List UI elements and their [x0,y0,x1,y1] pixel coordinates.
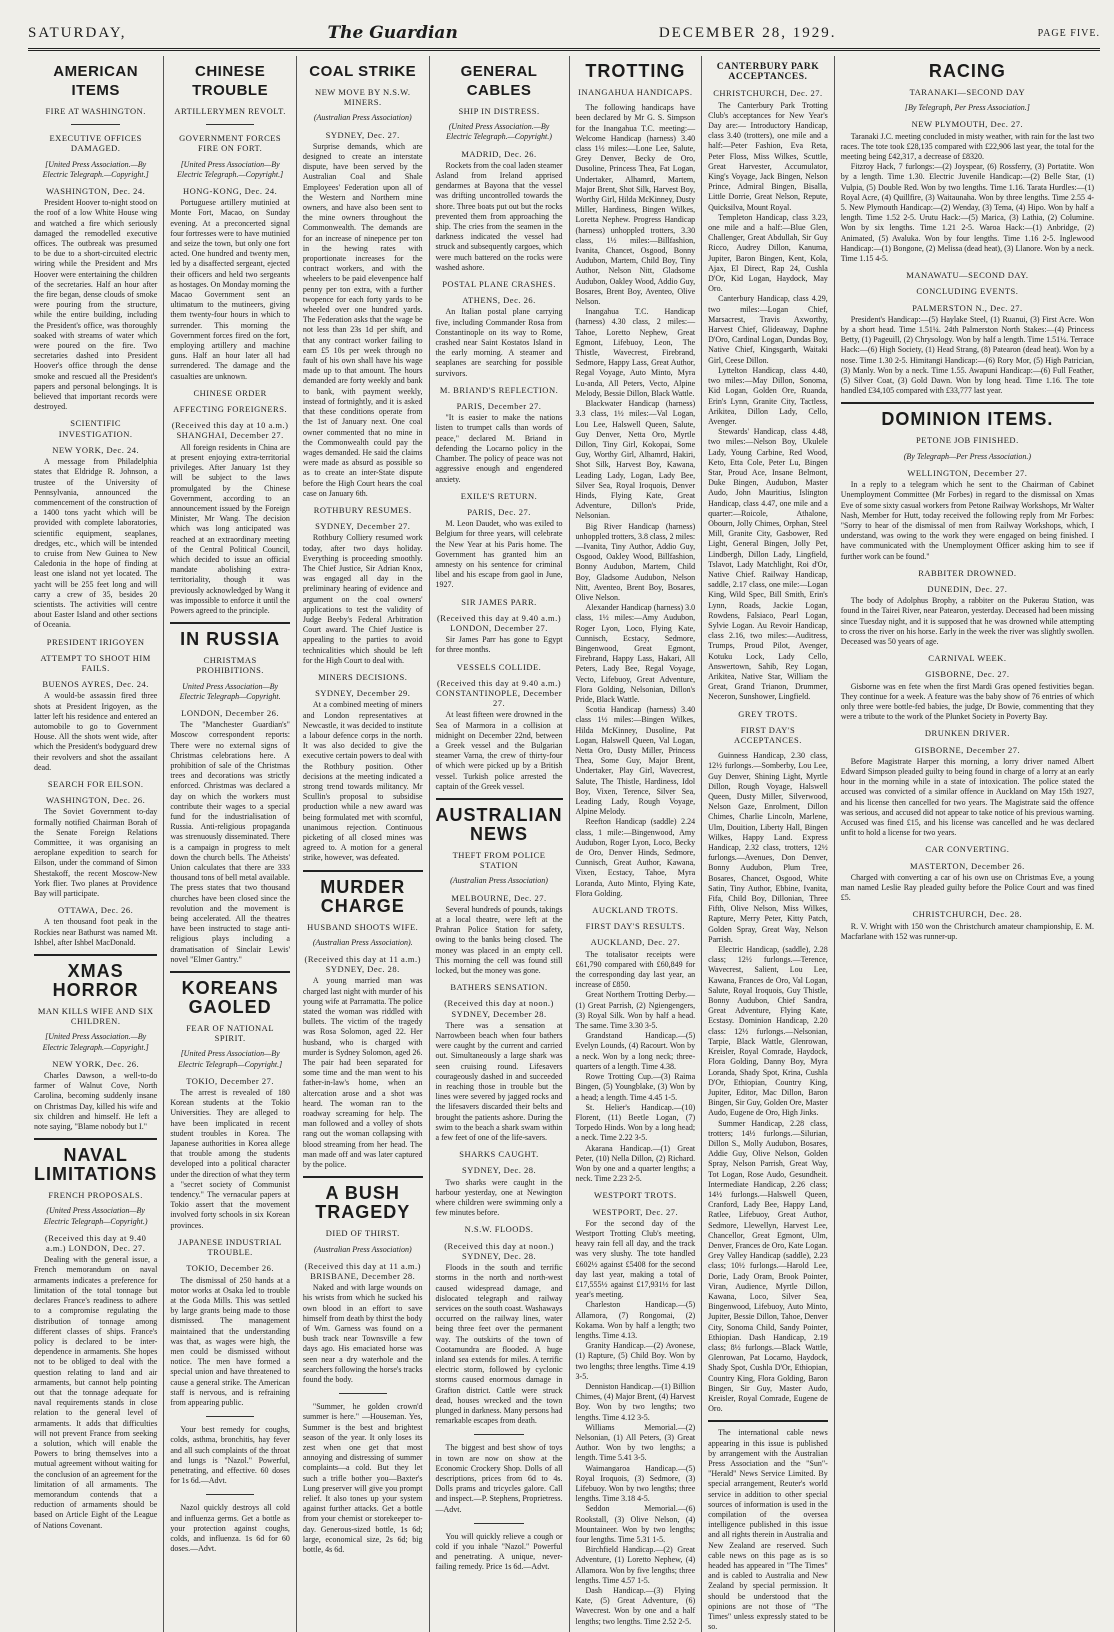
dateline: MELBOURNE, Dec. 27. [451,892,547,903]
dateline: WASHINGTON, Dec. 26. [45,795,146,806]
wire-credit: [United Press Association.—By Electric Telegraph.—Copyright.] [42,1032,149,1052]
article-body: All foreign residents in China are at present enjoying extra-territorial privileges. After January 1st they will be subject to the laws promulgated by the Chinese Government, according to an announcement issued by the Foreign Minister, Mr Wang. The decision which was long anticipated was reached at an extraordinary meeting of the Central Political Council, which decided to issue an official mandate abolishing extra-territoriality, though it was previously acknowledged by Wang it was impossible to enforce it until the Powers agreed to the principle. [170,442,290,615]
headline-bush-tragedy: A BUSH TRAGEDY [315,1183,411,1223]
dateline: TOKIO, December 27. [186,1075,274,1086]
masthead-date: DECEMBER 28, 1929. [658,24,837,41]
subhead: TARANAKI—SECOND DAY [909,87,1026,97]
subhead: RABBITER DROWNED. [918,567,1017,578]
race-result: Rowe Trotting Cup.—(3) Raima Bingen, (5) Youngblake, (3) Won by a head; a length. Time 4.45 1-5. [575,1072,696,1102]
subhead: FEAR OF NATIONAL SPIRIT. [186,1023,275,1044]
article-body: Blackwater Handicap (harness) 3.3 class, 1½ miles:—Val Logan, Lou Lee, Halswell Queen, Salute, Guy Denver, Netta Oro, Myrtle Dillon, Tiny Girl, Kokopai, Some Guy, Worthy Girl, Alhamrd, Hakiri, Shot Silk, Harvest Boy, Kawana, Leading Lady, Logan, Lady Bee, Silver Sea, Royal Iroquois, Denver Hinds, Flying Kate, Great Adventure, Dillon's Pride, Nelsonian. [575,399,696,521]
dateline: WASHINGTON, Dec. 24. [45,186,146,197]
race-results: Fitzroy Hack, 7 furlongs:—(2) Joyspear, (6) Rossferry, (3) Portatite. Won by a length. Time 1.30. Electric Juvenile Handicap:—(2) Belle Star, (1) Vulpia, (5) Double Red. Won by two lengths. Time 1.16. Tarata Hurdles:—(1) Royal Acre, (4) Quillfire, (3) Waitaunaha. Won by three lengths. Time 2.55 4-5. New Plymouth Handicap:—(2) Wenday, (3) Tema, (4) Hipo. Won by half a length. Time 1.52 2-5. Urutu Hack:—(5) Marica, (3) Lathia, (2) Columine. Won by six lengths. Time 1.21 2-5. Waroa Hack:—(1) Anbridge, (2) Animated, (5) Avaluka. Won by four lengths. Time 1.16 2-5. Inglewood Handicap:—(1) Bongone, (2) Melissa (dead heat), (3) Llanore. Won by a neck. Time 1.15 4-5. [840,162,1094,264]
race-result: Grandstand Handicap.—(5) Evelyn Lounds, (4) Racourt. Won by a neck. Won by a long neck; three-quarters of a length. Time 4.38. [575,1031,696,1071]
dateline: SYDNEY, December 29. [315,688,411,699]
subhead: BATHERS SENSATION. [450,982,548,993]
article-body: Reefton Handicap (saddle) 2.24 class, 1 mile:—Bingenwood, Amy Audubon, Roger Lyon, Loco, Becky de Oro, Denver Hinds, Sedmore, Cunnisch, Great Author, Kawana, Vixen, Ecstacy, Tahoe, Myra Loranda, Auto Minto, Flying Kate, Flora Golding. [575,817,696,898]
subhead: CAR CONVERTING. [925,844,1010,855]
dateline: GISBORNE, December 27. [914,744,1021,755]
subhead: M. BRIAND'S REFLECTION. [439,384,559,395]
subhead: MANAWATU—SECOND DAY. [906,270,1029,281]
article-body: Templeton Handicap, class 3.23, one mile and a half:—Blue Glen, Challenger, Great Abdullah, Sir Guy Ricco, Audrey Dillon, Kanuma, Jupiter, Baron Bingen, Kent, Kola, Ajax, El Direct, Rap 24, Cushla D'Or, Kid Logan, Haydock, May Oro. [708,212,828,294]
dateline: CHRISTCHURCH, Dec. 28. [912,909,1023,920]
wire-credit: (Australian Press Association) [450,876,548,886]
dateline: HONG-KONG, Dec. 24. [182,186,278,197]
divider [436,798,563,800]
article-body: A would-be assassin fired three shots at President Irigoyen, as the latter left his residence and entered an automobile to go to Government House. All the shots went wide, after which the President's bodyguard drew their revolvers and shot the assailant dead. [34,691,158,772]
subhead: CHRISTMAS PROHIBITIONS. [196,655,264,676]
article-body: Rothbury Colliery resumed work today, after two days holiday. Everything is proceeding smoothly. The Chief Justice, Sir Adrian Knox, was engaged all day in the preliminary hearing of evidence and argument on the coal owners' applications to test the validity of Judge Beeby's Federal Arbitration Court award. The Chief Justice is appealing to the parties to avoid technicalities which should be left for the High Court to deal with. [302,533,423,665]
divider [34,954,157,956]
masthead-paper-title: The Guardian [327,23,458,43]
article-body: There was a sensation at Narrowbeen beach when four bathers were caught by the current and carried out. Simultaneously a large shark was seen cruising round. Lifesavers courageously dashed in and succeeded in reaching those in trouble but the lines were severed by jagged rocks and the lifesavers discarded their belts and brought the patients ashore. During the swim to the beach a shark swam within a few feet of one of the life-savers. [435,1020,563,1143]
headline-american-items: AMERICAN ITEMS [53,63,139,99]
advertisement: Your best remedy for coughs, colds, asthma, bronchitis, hay fever and all such complaints of the throat and lungs is "Nazol." Powerful, penetrating, and effective. 60 doses for 1s 6d.—Advt. [170,1425,290,1486]
article-body: The arrest is revealed of 180 Korean students at the Tokio Universities. They are alleged to have been implicated in recent student troubles in Korea. The Japanese authorities in Korea allege that trouble among the students developed into a political character under the direction of what they term a "secret society of Communist tendency." The vernacular papers at Tokio assert that the movement involved forty schools in six Korean provinces. [170,1088,290,1230]
race-result: Dash Handicap.—(3) Flying Kate, (5) Great Adventure, (6) Wavecrest. Won by one and a half lengths; two lengths. Time 2.52 2-5. [575,1586,696,1626]
dateline: PARIS, December 27. [456,401,542,412]
subhead: SEARCH FOR EILSON. [47,778,144,789]
subhead: MAN KILLS WIFE AND SIX CHILDREN. [37,1006,154,1027]
wire-credit: [United Press Association—By Electric Telegraph—Copyright.] [178,1049,283,1069]
dateline: (Received this day at 9.40 a.m.) LONDON, December 27. [436,612,562,633]
headline-koreans-gaoled: KOREANS GAOLED [181,978,279,1018]
dateline: GISBORNE, Dec. 27. [925,669,1010,680]
wire-credit: (United Press Association.—By Electric Telegraph.—Copyright.) [446,122,552,142]
subhead: CARNIVAL WEEK. [928,653,1007,664]
subhead: JAPANESE INDUSTRIAL TROUBLE. [178,1236,282,1258]
wire-credit: (By Telegraph—Per Press Association.) [903,451,1031,461]
dateline: BUENOS AYRES, Dec. 24. [42,679,149,690]
column-chinese-trouble [164,56,297,1632]
headline-coal-strike: COAL STRIKE [309,63,417,80]
subhead: FIRST DAY'S RESULTS. [585,921,685,932]
article-body: Electric Handicap, (saddle), 2.28 class; 12½ furlongs.—Terence, Wavecrest, Salient, Lou Lee, Kawana, Frances de Oro, Val Logan, Salute, Royal Iroquois, Guy Thistle, Bonny Audubon, Chief Sandra, Great Adventure, Flying Kate, Ecstasy. Dominion Handicap, 2.20 class: 12½ furlongs.—Nelsonian, Tarpie, Black Wattle, Glenrowan, Kreisler, Royal Comrade, Haydock, Flora Golding, Danny Boy, Myra Loranda, Shady Spot, Krina, Cushla D'Or, Ethiopian, Country King, Jupiter, Editor, Mac Dillon, Baron Bingen, Sir Guy, Golden Ore, Master Audo, Eugene de Oro, High Jinks. [708,945,828,1118]
advertisement: You will quickly relieve a cough or cold if you inhale "Nazol." Powerful and penetrating. A unique, never-failing remedy. Price 1s 6d.—Advt. [435,1531,563,1572]
headline-australian-news: AUSTRALIAN NEWS [435,804,563,844]
article-body: Scotia Handicap (harness) 3.40 class 1½ miles:—Bingen Wilkes, Hilda McKinney, Dusoline, Pat Logan, Halswell Queen, Val Logan, Netta Oro, Dusty Miller, Princess Thea, Some Guy, Major Brent, Undertaker, Play Girl, Wavecrest, Salute, The Thistle, Hardiness, Idol Boy, Vixen, Terence, Silver Sea, Leading Lady, Rough Voyage, Alpine Melody. [575,705,696,817]
article-body: Alexander Handicap (harness) 3.0 class, 1½ miles:—Amy Audubon, Roger Lyon, Loco, Flying Kate, Cunnisch, Ecstacy, Sedmore, Bingenwood, Great Egmont, Firebrand, Happy Lass, Hakari, All Peters, Lady Bee, Regal Voyage, Vecto, Lifebuoy, Great Adventure, Flora Golding, Nelsonian, Dillon's Pride, Black Wattle. [575,603,696,704]
advertisement: Nazol quickly destroys all cold and influenza germs. Get a bottle as your protection against coughs, colds, and influenza. 1s 6d for 60 doses.—Advt. [170,1503,290,1554]
headline-racing: RACING [928,61,1006,81]
subhead: SIR JAMES PARR. [461,596,537,607]
divider [34,1138,157,1140]
divider [708,1420,828,1422]
subhead: POSTAL PLANE CRASHES. [442,279,556,290]
divider [474,1523,525,1524]
headline-murder-charge: MURDER CHARGE [320,876,406,916]
dateline: AUCKLAND, Dec. 27. [590,937,681,948]
article-body: Inangahua T.C. Handicap (harness) 4.30 class, 2 miles:—Tahoe, Loretto Nephew, Great Egmont, Lifebuoy, Leon, The Thistle, Wavecrest, Firebrand, Sedmore, Happy Lass, Great Author, Regal Voyage, Auto Minto, Myra Lu-anda, All Peters, Vecto, Alpine Melody, Bessie Dillon, Black Wattle. [575,307,696,398]
headline-in-russia: IN RUSSIA [180,629,281,650]
subhead: ATTEMPT TO SHOOT HIM FAILS. [40,652,151,673]
dateline: WESTPORT, Dec. 27. [592,1206,679,1217]
article-body: Portuguese artillery mutinied at Monte Fort, Macao, on Sunday evening. At a preconcerted signal four fortresses were to have mutinied and seize the town, but only one fort acted. One hundred and twenty men, led by a disaffected sergeant, ejected their officers and held two sergeants as hostages. On Monday morning the Macao Government sent an ultimatum to the mutineers, giving them twenty-four hours in which to surrender. This morning the Government forces fired on the fort, employing artillery and machine guns. Half an hour later all had surrendered. The damage and the casualties are unknown. [170,198,290,381]
divider [206,124,254,125]
wire-credit: [By Telegraph, Per Press Association.] [904,103,1030,113]
article-body: Charged with converting a car of his own use on Christmas Eve, a young man named Leslie Ray pleaded guilty before the Police Court and was fined £5. [840,872,1094,903]
subhead: EXECUTIVE OFFICES DAMAGED. [49,133,142,154]
wire-credit: (United Press Association—By Electric Telegraph—Copyright.) [43,1206,148,1226]
article-body: Floods in the south and terrific storms in the north and north-west caused widespread damage, and dislocated telegraph and railway services on the south coast. Washaways occurred on the railway lines, water being three feet over the permanent way. The outskirts of the town of Cootamundra are flooded. A huge inland sea extends for miles. A terrific electric storm, followed by cyclonic storms caused enormous damage in Grafton district. Cattle were struck dead, houses wrecked and the town plunged in darkness. Many persons had remarkable escapes from death. [435,1263,563,1426]
dateline: MASTERTON, December 26. [910,860,1025,871]
dateline: NEW PLYMOUTH, Dec. 27. [911,119,1024,130]
article-body: A ten thousand foot peak in the Rockies near Bathurst was named Mt. Ishbel, after Ishbel MacDonald. [34,917,158,947]
subhead: FIRE AT WASHINGTON. [45,106,146,116]
subhead: SHARKS CAUGHT. [459,1149,539,1160]
article-body: Rockets from the coal laden steamer Asland from Ireland apprised gendarmes at Bayona that the vessel was drifting uncontrolled towards the shore. Three boats put out but the rocks prevented them from approaching the ship. The cries from the seamen in the darkness indicated the vessel had struck and subsequently cargoes, which were much battered on the rocks were washed ashore. [435,160,563,272]
column-canterbury-park [702,56,835,1632]
divider [303,1176,423,1178]
subhead: CONCLUDING EVENTS. [916,286,1019,297]
dateline: (Received this day at 10 a.m.) SHANGHAI, December 27. [171,420,289,441]
dateline: SYDNEY, December 27. [315,521,411,532]
dateline: CHRISTCHURCH, Dec. 27. [713,88,823,99]
article-body: Big River Handicap (harness) unhoppled trotters, 3.8 class, 2 miles:—Ivanita, Tiny Author, Addio Guy, Osgood, Oakley Wood, Billfashion, Bonny Audubon, Martem, Child Boy, Gladsome Audubon, Nelson Nitt, Aventeo, Brent Boy, Bosares, Olive Nelson. [575,521,696,602]
headline-naval-limitations: NAVAL LIMITATIONS [34,1145,158,1185]
article-body: The Soviet Government to-day formally notified Chairman Borah of the Senate Foreign Relations Committee, it was organising an aeroplane expedition to search for Eilson, under the command of Simon Shestakoff, the recent Moscow-New York flier. Two planes at Providence Bay will participate. [34,807,158,899]
dateline: OTTAWA, Dec. 26. [57,905,134,916]
dateline: LONDON, December 26. [181,707,280,718]
dateline: TOKIO, December 26. [186,1263,274,1274]
subhead: CHINESE ORDER [193,387,267,398]
race-result: Seddon Memorial.—(6) Rookstall, (3) Olive Nelson, (4) Mountaineer. Won by two lengths; four lengths. Time 5.31 1-5. [575,1504,696,1545]
newspaper-columns [28,56,1100,1632]
race-result: Denniston Handicap.—(1) Billion Chimes, (4) Major Brent, (4) Harvest Boy. Won by two lengths; two lengths. Time 4.12 3-5. [575,1381,696,1422]
masthead-rule [28,48,1100,51]
dateline: MADRID, Dec. 26. [461,148,537,159]
article-body: The dismissal of 250 hands at a motor works at Osaka led to trouble at the Goda Mills. This was settled by large grants being made to those dismissed. The management maintained that the understanding was that, as wages were high, the men could be dismissed without notice. The men have formed a special union and have threatened to cause a general strike. The American staff is nervous, and is refraining from appearing public. [170,1275,290,1407]
race-result: Akarana Handicap.—(1) Great Peter, (10) Nella Dillon, (2) Richard. Won by one and a quarter lengths; a neck. Time 2.23 2-5. [575,1143,696,1184]
subhead: THEFT FROM POLICE STATION [452,849,546,871]
article-body: Guinness Handicap, 2.30 class, 12½ furlongs.—Somberby, Lou Lee, Guy Denver, Shining Light, Myrtle Dillon, Rough Voyage, Halswell Queen, Dusty Miller, Silverwood, Nelson Gaze, Enrolment, Dillon Chimes, Charlie Lincoln, Marlene, Ulm, Douition, Liberty Hall, Bingen Wilkes, Happy Land. Express Handicap, 2.32 class, trotters, 12½ furlongs.—Avenues, Don Denver, Bonny Audubon, Plum Tree, Bosares, Chancet, Osgood, White Satin, Tiny Author, Ebbine, Ivanita, Fifa, Child Boy, Dillonian, Three Fifth, Olive Nelson, Miss Wilkes, Rapture, Merry Peter, Kitty Patch, Golden Spray, Great Way, Nelson Parrish. [708,751,828,944]
race-result: Great Northern Trotting Derby.—(1) Great Parrish, (2) Ngiengengers, (3) Royal Silk. Won by half a head. The same. Time 3.30 3-5. [575,990,696,1031]
subhead: AUCKLAND TROTS. [592,905,679,916]
advertisement: The biggest and best show of toys in town are now on show at the Economic Crockery Shop. Dolls of all descriptions, prices from 6d to 4s. Dolls prams and tricycles galore. Call and inspect.—P. Stephens, Proprietress.—Advt. [435,1443,563,1514]
article-body: At least fifteen were drowned in the Sea of Marmora in a collision at midnight on December 22nd, between a Greek vessel and the Bulgarian steamer Varna, the crew of thirty-four of which were picked up by a British vessel. Turkish police arrested the captain of the Greek vessel. [435,710,563,791]
race-result: Birchfield Handicap.—(2) Great Adventure, (1) Loretto Nephew, (4) Allamora. Won by five lengths; three lengths. Time 4.57 1-5. [575,1545,696,1585]
article-body: The totalisator receipts were £61,790 compared with £60,849 for the corresponding day last year, an increase of £850. [575,949,696,990]
race-result: Williams Memorial.—(2) Nelsonian, (1) All Peters, (3) Great Author. Won by two lengths; a length. Time 5.41 3-5. [575,1422,696,1463]
article-body: Two sharks were caught in the harbour yesterday, one at Newington where children were swimming only a few minutes before. [435,1177,563,1218]
divider [841,402,1094,404]
article-body: President Hoover to-night stood on the roof of a low White House wing and watched a fire which seriously damaged the remodelled executive offices. The outbreak was presumed to be due to a short-circuited electric wiring while the President and Mrs Hoover were entertaining the children of the secretaries. Half an hour after the fire began, dense clouds of smoke were pouring from the structure, while the entire building, including the President's office, was thoroughly soaked with streams of water which were poured on the fire. Two secretaries dashed into President Hoover's office through the dense smoke and rescued all the President's papers and personal belongings. It is believed that important records were destroyed. [34,198,158,412]
article-body: Gisborne was en fete when the first Mardi Gras opened festivities began. They continue for a week. A feature was the baby show of 76 entries of which only three were bottle-fed babies, the judge, Dr Bowie, commenting that they were a tribute to the work of the Plunket Society in Poverty Bay. [840,681,1094,722]
article-body: Summer Handicap, 2.28 class, trotters; 14½ furlongs.—Silurian, Dillon S., Molly Audubon, Bosares, Addie Guy, Olive Nelson, Golden Spray, Nelson Parrish, Great Way, Tot Logan, Rose Audo, Gesundheit. Intermediate Handicap, 2.26 class; 14½ furlongs.—Halswell Queen, Cranford, Lady Bee, Happy Land, Ratlee, Lifebuoy, Great Author, Sedmore, Llewellyn, Harvest Lee, Chancellor, Great Egmont, Ulm, Denver, Frances de Oro, Kate Logan. Grey Valley Handicap (saddle), 2.23 class; 10½ furlongs.—Harold Lee, Dorie, Lady Oram, Brook Pointer, Viran, Audience, Myrtle Dillon, Kawana, Loco, Silver Sea, Bingenwood, Lifebuoy, Auto Minto, Jupiter, Bessie Dillon, Tahoe, Denver City, Sonoma Child, Sandy Pointer, Ethiopian. Dash Handicap, 2.19 class; 8½ furlongs.—Black Wattle, Glenrowan, Pat Locarno, Haydock, Shady Spot, Cushla D'Or, Ethiopian, Country King, Flora Golding, Baron Bingen, Sir Guy, Master Audo, Kreisler, Royal Comrade, Eugene de Oro. [708,1118,828,1414]
divider [170,971,290,973]
article-body: Before Magistrate Harper this morning, a lorry driver named Albert Edward Simpson pleaded guilty to being found in charge of a lorry at an early hour in the morning while in a state of intoxication. The police stated the accused was convicted of a similar offence in Auckland on May 15th 1927, and his license then cancelled for two years. The Magistrate said the offence was serious, and accused did not appear to take notice of his previous warning. Accused was fined £15, and his license was cancelled and he was declared unfit to hold a license for two years. [840,756,1094,838]
article-body: At a combined meeting of miners and London representatives at Newcastle, it was decided to institute a labour defence corps in the north. It was also decided to give the executive certain powers to deal with the Rothbury position. Other decisions at the meeting indicated a strong trend towards militancy. Mr Scullin's proposal to subsidise production while a new award was being formulated met with scornful, unanimous rejection. Continuous picketing of all closed mines was agreed to. A motion for a general strike, however, was defeated. [302,700,423,863]
article-body: Surprise demands, which are designed to create an interstate dispute, have been served by the Australian Coal and Shale Employees' Federation upon all of the Western and Northern mine owners, and have also been sent to the mine owners throughout the Commonwealth. The demands are for an increase of ninepence per ton in the hewing rates with proportionate increases for the contract workers, and with the wheelers to be paid elevenpence half penny per ton extra, with a further twopence for each forty yards to be wheeled over one hundred yards. The Federation asks that the wage be not less than 23s 1d per shift, and that any contract worker failing to earn £5 10s per week through no fault of his own shall have his wage made up to that amount. The hours demanded are forty weekly and bank to bank, with payment weekly, instead of fortnightly, and it is asked that these conditions operate from the 1st of January next. One coal owner commented that no mine in the Commonwealth could pay the wages demanded. He said the claims were made as absurd as possible so as to create an inter-State dispute before the High Court hears the coal case on January 6th. [302,141,423,498]
masthead-page-number: PAGE FIVE. [1037,27,1100,39]
wire-credit: [United Press Association.—By Electric Telegraph.—Copyright.] [42,159,149,179]
article-body: The Canterbury Park Trotting Club's acceptances for New Year's Day are:— Introductory Handicap, class 3.40 (trotters), one mile and a half:—Peter Fashion, Eva Reta, Peter Floss, Miss Wilkes, Scuttle, Great Harvester, Accumulator, King's Voyage, Jack Bingen, Nelson Prince, Admiral Bingen, Bisalla, Little Dorrie, Great Nelson, Repute, Quicksilva, Mount Royal. [708,100,828,212]
column-american-items [28,56,164,1632]
article-body: The body of Adolphus Brophy, a rabbiter on the Pukerau Station, was found in the Tairei River, near Patearon, yesterday. Deceased had been missing since Tuesday night, and it is supposed that he was drowned while attempting to cross the river on his horse. Early in the week the river was slightly swollen. Deceased was 50 years of age. [840,596,1094,646]
article-body: A message from Philadelphia states that Eldridge R. Johnson, a trustee of the University of Pennsylvania, announced the commencement of the construction of a 1400 tons yacht which will be provided with complete laboratories, scientific equipment, seaplanes, dredges, etc., which will be intended to cruise from New Guinea to New Caledonia in the hope of finding at least one island not yet located. The yacht will be 255 feet long and will carry a crew of 35, besides 20 scientists. The activities will centre about Easter Island and other sections of Oceania. [34,457,158,630]
subhead: VESSELS COLLIDE. [456,661,542,672]
masthead-day: SATURDAY, [28,24,127,41]
subhead: ROTHBURY RESUMES. [313,504,412,515]
subhead: AFFECTING FOREIGNERS. [173,404,288,415]
wire-credit: (Australian Press Association) [313,1244,412,1254]
subhead: FIRST DAY'S ACCEPTANCES. [734,724,802,745]
article-body: Taranaki J.C. meeting concluded in misty weather, with rain for the last two races. The tote took £28,135 compared with £22,906 last year, the total for the meeting being £42,317, a decrease of £8320. [840,131,1094,162]
subhead: SCIENTIFIC INVESTIGATION. [58,418,133,439]
subhead: PETONE JOB FINISHED. [916,435,1019,446]
wire-credit: United Press Association—By Electric Telegraph—Copyright. [179,681,281,701]
subhead: DIED OF THIRST. [325,1228,400,1239]
subhead: GREY TROTS. [738,708,798,719]
article-body: The "Manchester Guardian's" Moscow correspondent reports: There were no external signs of Christmas celebrations here. A prohibition of sale of the Christmas trees and decorations was strictly enforced. Christmas was declared a day on which the workers must contribute their wages to a special fund for the industrialisation of Russia. Anti-religious propaganda was strenuously disseminated. There is a campaign in progress to melt down the church bells. The Atheists' Union calculates that there are 333 thousand tons of bell metal available. The press states that two thousand churches have been closed since the revolution and the movement is being accelerated. All the theatres have been instructed to stage anti-religious plays including a dramatisation of Sinclair Lewis' novel "Elmer Gantry." [170,720,290,964]
article-body: Stewards' Handicap, class 4.48, two miles:—Nelson Boy, Ukulele Lady, Young Carbine, Red Wood, Keto, Etta Cole, Peter Lu, Bingen Star, Proud Ace, Insane Belmont, Duke Bingen, Audubon, Master Audo, John Mauritius, Islington Handicap, class 4.47, one mile and a quarter:—Roicole, Athalone, Obourn, Jolly Chimes, Orphan, Steel Mill, Granite City, Gasbower, Red Light, General Bingen, Jolly Pet, Lindbergh, Dillon Lady, Lingfield, Tslavot, Lady Matchlight, Roi d'Or, Native Chief. Railway Handicap, saddle, 2.17 class, one mile:—Logan King, Wild Spec, Bill Smith, Erin's Lynn, Roads, Jackie Logan, Rowdens, Falsiaco, Pearl Logan, Sylvie Logan. Au Revoir Handicap, class 2.16, two miles:—Auditress, Trumps, Proud Pilot, Avenger, Kotuku Lock, Lady Cello, Answertown, Sahib, Rey Logan, Arikitea, Native Star, William the Great, Grand Trianon, Drummer, Neceron, Sunshower, Lingfield. [708,427,828,702]
wire-credit: (Australian Press Association). [312,937,413,947]
article-body: For the second day of the Westport Trotting Club's meeting, heavy rain fell all day, and the track was very slushy. The tote handled £602½ against £5408 for the second day last year, making a total of £17,555½ against £17,931½ for last year's meeting. [575,1218,696,1300]
article-body: Sir James Parr has gone to Egypt for three months. [435,635,563,655]
headline-xmas-horror: XMAS HORROR [52,961,139,1001]
divider [303,870,423,872]
article-body: Several hundreds of pounds, takings at a local theatre, were left at the Prahran Police Station for safety, owing to the banks being closed. The money was placed in an empty cell. This morning the cell was found still locked, but the money was gone. [435,904,563,976]
dateline: (Received this day at 11 a.m.) BRISBANE, December 28. [304,1260,421,1281]
subhead: DRUNKEN DRIVER. [924,728,1010,739]
subhead: WESTPORT TROTS. [593,1190,677,1201]
article-body: The following handicaps have been declared by Mr G. S. Simpson for the Inangahua T.C. meeting:— Welcome Handicap (harness) 3.40 class 1½ miles:—Lone Lee, Salute, Grey Denver, Becky de Oro, Dusoline, Princess Thea, Fat Logan, Undertaker, Alhamrd, Martem, Major Brent, Shot Silk, Harvest Boy, Worthy Girl, Hilda McKinney, Dusty Miller, Hardiness, Bingen Wilkes, Loretta Nephew. Progress Handicap (harness) unhoppled trotters, 3.30 class, 1½ miles:—Billfashion, Ivanita, Chancet, Osgood, Bonny Audubon, Martem, Child Boy, Tiny Author, Nelson Nitt, Gladsome Audubon, Oakley Wood, Addio Guy, Bosares, Brent Boy, Aventeo, Olive Nelson. [575,103,696,307]
dateline: PARIS, Dec. 27. [467,506,531,517]
dateline: SYDNEY, Dec. 27. [325,129,400,140]
headline-canterbury-park: CANTERBURY PARK ACCEPTANCES. [716,62,820,83]
subhead: N.S.W. FLOODS. [464,1224,534,1235]
subhead: MINERS DECISIONS. [318,671,408,682]
article-body: Naked and with large wounds on his wrists from which he sucked his own blood in an effort to save himself from death by thirst the body of Wm. Garness was found on a bush track near Townsville a few days ago. His emaciated horse was seen near a dry waterhole and the searchers following the horse's tracks found the body. [302,1283,423,1384]
subhead: GOVERNMENT FORCES FIRE ON FORT. [179,133,282,154]
divider [71,124,120,125]
article-body: Canterbury Handicap, class 4.29, two miles:—Logan Chief, Marsacrest, Travis Axworthy, Harvest Chief, Glideaway, Daphne D'Oro, Cardinal Logan, Dundas Boy, Native Chief, Kingsgarth, Waitaki Girl, Ceese Dillon. [708,294,828,365]
dateline: (Received this day at noon.) SYDNEY, December 28. [444,998,554,1019]
article-body: An Italian postal plane carrying five, including Commander Rosa from Constantinople on its way to Rome, crashed near Saint Kostatos Island in the early morning. A steamer and seaplanes are searching for possible survivors. [435,307,563,378]
column-racing-dominion [835,56,1100,1632]
article-body: M. Leon Daudet, who was exiled to Belgium for three years, will celebrate the New Year at his Paris home. The Government has granted him an amnesty on his sentence for criminal libel and his escape from gaol in June, 1927. [435,519,563,590]
divider [206,1416,254,1417]
dateline: NEW YORK, Dec. 24. [52,444,140,455]
race-results: President's Handicap:—(5) Haylake Steel, (1) Ruanui, (3) First Acre. Won by a short head. Time 1.51¼. 24th Palmerston North Stakes:—(4) Princess Betty, (1) Pageuill, (2) Chrysology. Won by half a length. Time 1.51¼. Terrace Hack:—(6) High Society, (1) Head Strang, (8) Patearon (dead heat). Won by a nose. Time 1.30 2-5. Himitangi Handicap:—(6) Rory Mor, (5) High Patrician, (3) Manly. Won by a neck. Time 1.55. Awapuni Handicap:—(6) Full Feather, (5) Silver Coat, (3) Gold Dawn. Won by long head. Time 1.16. The tote handled £34,105 compared with £33,777 last year. [840,314,1094,396]
advertisement: "Summer, he golden crown'd summer is here." —Houseman. Yes, Summer is the best and brightest season of the year. It only loses its zest when one get that most annoying and distressing of summer complaints—a cold. But they let such a trifle bother you—Baxter's Lung preserver will give you prompt relief. It also tones up your system against further attacks. Get a bottle from your chemist or storekeeper to-day. Generous-sized bottle, 1s 6d; large, economical size, 2s 6d; big bottle, 4s 6d. [302,1402,423,1554]
divider [206,1494,254,1495]
column-general-cables [430,56,570,1632]
divider [474,1434,525,1435]
race-result: Granity Handicap.—(2) Avonese, (1) Rapture, (5) Child Boy. Won by two lengths; three lengths. Time 4.19 3-5. [575,1341,696,1381]
race-result: St. Helier's Handicap.—(10) Florent, (11) Beetle Logan, (7) Torpedo Hinds. Won by a long head; a neck. Time 2.22 3-5. [575,1102,696,1143]
dateline: (Received this day at noon.) SYDNEY, Dec. 28. [444,1240,554,1261]
dateline: (Received this day at 9.40 a.m.) CONSTANTINOPLE, December 27. [436,677,563,709]
race-result: Charleston Handicap.—(5) Allamora, (7) Rongomai, (2) Kokama. Won by half a length; two lengths. Time 4.13. [575,1300,696,1340]
subhead: PRESIDENT IRIGOYEN [46,636,145,647]
subhead: ARTILLERYMEN REVOLT. [174,106,286,116]
race-result: Waimangaroa Handicap.—(5) Royal Iroquois, (3) Sedmore, (3) Lifebuoy. Won by two lengths; three lengths. Time 3.18 4-5. [575,1463,696,1504]
dateline: SYDNEY, Dec. 28. [461,1165,537,1176]
subhead: FRENCH PROPOSALS. [48,1190,143,1201]
column-coal-strike [297,56,430,1632]
headline-general-cables: GENERAL CABLES [460,63,538,99]
dateline: DUNEDIN, Dec. 27. [927,583,1008,594]
divider [170,622,290,624]
article-body: Charles Dawson, a well-to-do farmer of Walnut Cove, North Carolina, becoming suddenly insane on Christmas Day, killed his wife and six children and himself. He left a note saying, "Blame nobody but I." [34,1071,158,1132]
headline-chinese-trouble: CHINESE TROUBLE [192,63,269,99]
dateline: PALMERSTON N., Dec. 27. [912,302,1023,313]
subhead: NEW MOVE BY N.S.W. MINERS. [314,87,411,108]
dateline: (Received this day at 9.40 a.m.) LONDON, Dec. 27. [44,1232,147,1254]
dateline: WELLINGTON, December 27. [907,467,1028,478]
cable-news-notice: The international cable news appearing in this issue is published by arrangement with the Australian Press Association and the "Sun"-"Herald" News Service Limited. By special arrangement, Reuter's world service in addition to other special sources of information is used in the compilation of the oversea intelligence published in this issue and all rights therein in Australia and New Zealand are reserved. Such cable news on this page as is so headed has appeared in "The Times" and is cabled to Australia and New Zealand by special permission. It should be understood that the opinions are not those of "The Times" unless expressly stated to be so. [708,1428,828,1632]
dateline: ATHENS, Dec. 26. [462,295,536,306]
article-body: In a reply to a telegram which he sent to the Chairman of Cabinet Unemployment Committee (Mr Forbes) in regard to the dismissal on Xmas Eve of some sixty casual workers from Petone Railway Workshops, Mr Walter Nash, Member for Hutt, today received the following reply from Mr Forbes: "Sorry to hear of the dismissal of men from Railway Workshops, which, I understand, was owing to the work they were engaged on being finished. I have communicated with the Unemployment Officer asking him to see if further work can be found." [840,480,1094,561]
dateline: NEW YORK, Dec. 26. [52,1058,140,1069]
column-trotting [570,56,703,1632]
wire-credit: [United Press Association—By Electric Telegraph.—Copyright.] [177,159,284,179]
subhead: INANGAHUA HANDICAPS. [578,87,693,97]
divider [339,1393,387,1394]
subhead: SHIP IN DISTRESS. [458,106,540,116]
article-body: Dealing with the general issue, a French memorandum on naval armaments indicates a preference for limitation of the total tonnage but declares France's readiness to adhere to a compromise regulating the distribution of tonnage among different classes of ships. France's policy is declared to be inter-dependence in armaments. She hopes not to be obliged to deal with the question relating to land and air armaments, but cannot help pointing out that the tonnage adequate for naval requirements stands in close relation to the general level of armaments. It adds that difficulties will not prevent France from seeking a solution, which will enable the Powers to bring themselves into a mutual agreement without waiting for the conclusion of an agreement for the limitation of all armaments. The memorandum contends that a reduction of armaments should be based on Article Eight of the League of Nations Covenant. [34,1255,158,1530]
headline-dominion-items: DOMINION ITEMS. [881,409,1054,430]
article-body: "It is easier to make the nations listen to trumpet calls than words of peace," declared M. Briand in defending the Locarno policy in the Chamber. The policy of peace was not aggressive enough and engendered anxiety. [435,413,563,484]
article-body: Lyttelton Handicap, class 4.40, two miles:—May Dillon, Sonoma, Kid Logan, Golden Ore, Ruanda, Erin's Lynn, Granite City, Tactless, Arikitea, Dillon Lady, Cello, Avenger. [708,365,828,426]
wire-credit: (Australian Press Association) [313,113,412,123]
headline-trotting: TROTTING [585,61,686,81]
masthead [28,22,1100,44]
article-body: R. V. Wright with 150 won the Christchurch amateur championship, E. M. Macfarlane with 152 was runner-up. [840,921,1094,941]
dateline: (Received this day at 11 a.m.) SYDNEY, Dec. 28. [304,954,421,975]
subhead: HUSBAND SHOOTS WIFE. [307,921,419,932]
subhead: EXILE'S RETURN. [460,490,538,501]
article-body: A young married man was charged last night with murder of his young wife at Parramatta. The police stated the woman was riddled with bullets. The victim of the tragedy was Rosa Solomon, aged 22. Her husband, who is charged with murder is Sydney Solomon, aged 26. The pair had been separated for some time and the man went to his father-in-law's home, when an altercation arose and a shot was heard. The woman ran to the roadway screaming for help. The man followed and a volley of shots rang out the woman collapsing with blood streaming from her head. The man made off and was later captured by the police. [302,976,423,1170]
